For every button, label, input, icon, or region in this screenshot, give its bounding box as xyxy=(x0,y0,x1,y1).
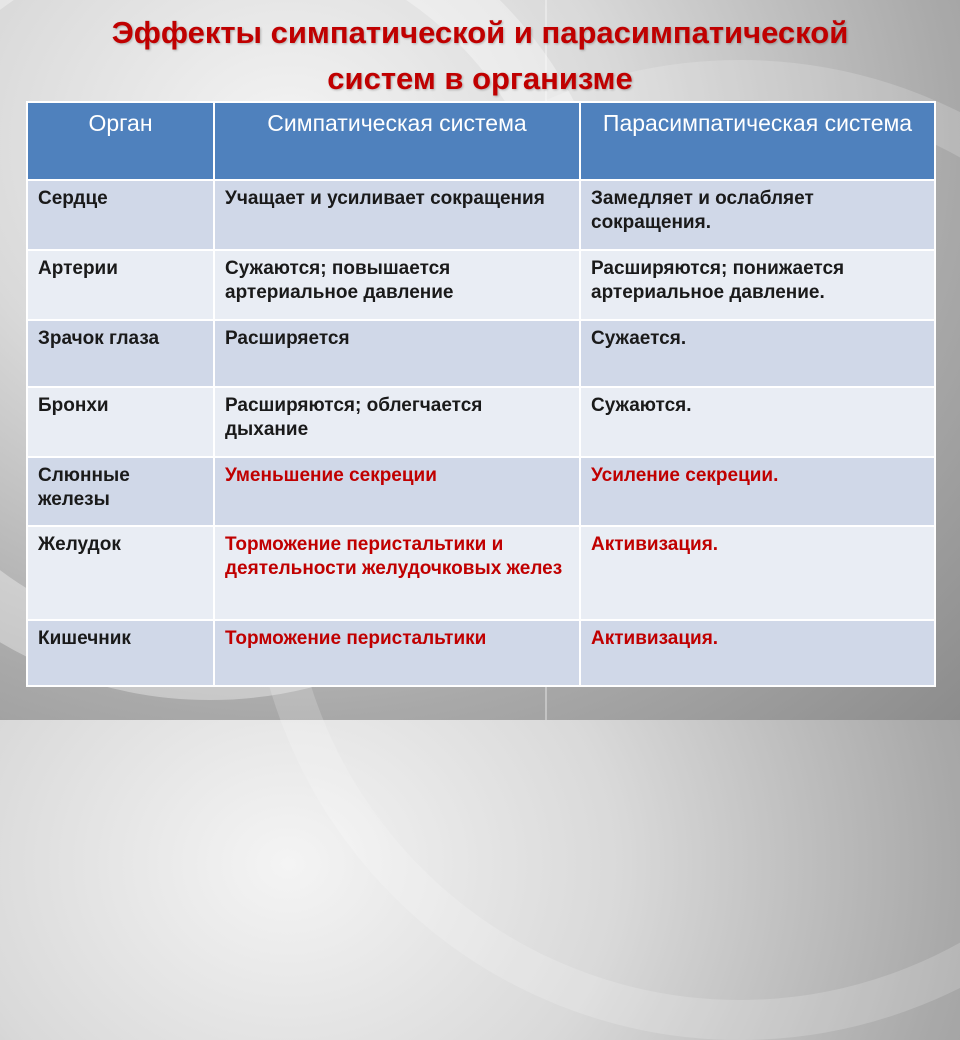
slide-title-line-2: систем в организме xyxy=(327,61,633,96)
sympathetic-cell: Расширяются; облегчается дыхание xyxy=(214,387,580,457)
sympathetic-cell: Расширяется xyxy=(214,320,580,387)
header-organ: Орган xyxy=(27,102,214,180)
slide-title xyxy=(0,10,960,102)
sympathetic-cell: Учащает и усиливает сокращения xyxy=(214,180,580,250)
parasympathetic-cell: Сужается. xyxy=(580,320,935,387)
sympathetic-cell: Сужаются; повышается артериальное давление xyxy=(214,250,580,320)
table-row xyxy=(27,180,935,250)
slide-title-line-1: Эффекты симпатической и парасимпатической xyxy=(111,15,849,50)
table-row xyxy=(27,526,935,620)
table-header-row xyxy=(27,102,935,180)
header-parasympathetic: Парасимпатическая система xyxy=(580,102,935,180)
header-sympathetic: Симпатическая система xyxy=(214,102,580,180)
organ-cell: Бронхи xyxy=(27,387,214,457)
organ-cell: Артерии xyxy=(27,250,214,320)
parasympathetic-cell: Усиление секреции. xyxy=(580,457,935,526)
table-row xyxy=(27,387,935,457)
parasympathetic-cell: Активизация. xyxy=(580,620,935,686)
effects-table xyxy=(26,101,936,687)
organ-cell: Зрачок глаза xyxy=(27,320,214,387)
sympathetic-cell: Торможение перистальтики и деятельности желудочковых желез xyxy=(214,526,580,620)
parasympathetic-cell: Расширяются; понижается артериальное давление. xyxy=(580,250,935,320)
sympathetic-cell: Уменьшение секреции xyxy=(214,457,580,526)
organ-cell: Слюнные железы xyxy=(27,457,214,526)
organ-cell: Сердце xyxy=(27,180,214,250)
table-row xyxy=(27,620,935,686)
organ-cell: Желудок xyxy=(27,526,214,620)
table-row xyxy=(27,457,935,526)
parasympathetic-cell: Сужаются. xyxy=(580,387,935,457)
table-row xyxy=(27,250,935,320)
organ-cell: Кишечник xyxy=(27,620,214,686)
parasympathetic-cell: Замедляет и ослабляет сокращения. xyxy=(580,180,935,250)
sympathetic-cell: Торможение перистальтики xyxy=(214,620,580,686)
parasympathetic-cell: Активизация. xyxy=(580,526,935,620)
table-row xyxy=(27,320,935,387)
